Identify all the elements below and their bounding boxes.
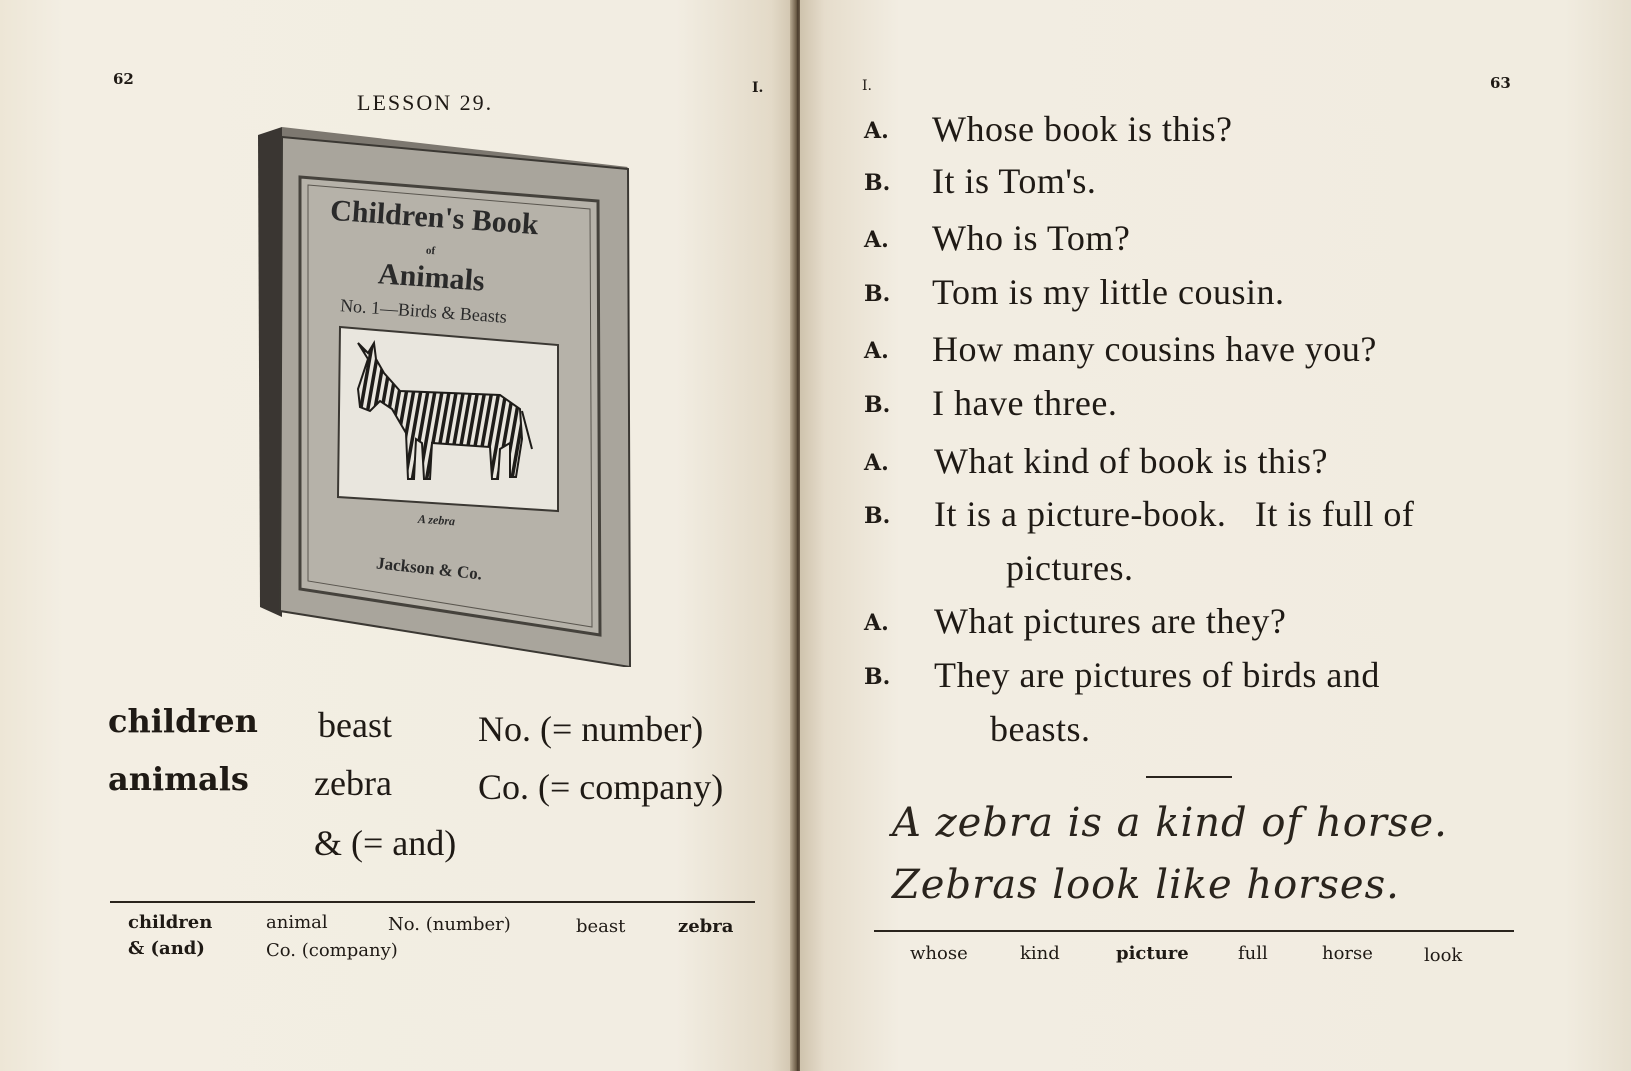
vocab-word: children bbox=[108, 702, 258, 740]
footer-word: look bbox=[1424, 945, 1463, 966]
footer-word: whose bbox=[910, 943, 968, 964]
cover-title-line3: No. 1—Birds & Beasts bbox=[339, 295, 508, 327]
cover-publisher: Jackson & Co. bbox=[375, 553, 484, 584]
vocab-word: No. (= number) bbox=[478, 709, 704, 749]
vocab-word: & (= and) bbox=[314, 823, 457, 863]
lesson-title: LESSON 29. bbox=[357, 90, 494, 115]
corner-mark-right: I. bbox=[862, 78, 872, 94]
footer-word: animal bbox=[266, 912, 328, 933]
vocab-word: Co. (= company) bbox=[478, 767, 724, 807]
dialogue-line: Whose book is this? bbox=[932, 109, 1233, 149]
speaker-label: A. bbox=[864, 450, 889, 476]
cover-title-of: of bbox=[425, 244, 436, 258]
speaker-label: B. bbox=[864, 392, 891, 418]
speaker-label: A. bbox=[864, 610, 889, 636]
page-number-left: 62 bbox=[113, 70, 134, 88]
speaker-label: B. bbox=[864, 664, 891, 690]
dialogue-continuation: beasts. bbox=[990, 709, 1091, 749]
vocab-word: beast bbox=[318, 705, 392, 745]
footer-word: zebra bbox=[678, 916, 734, 937]
cover-title-line2: Animals bbox=[377, 257, 486, 298]
footer-word: horse bbox=[1322, 943, 1373, 964]
footer-word: full bbox=[1238, 943, 1268, 964]
footer-word: No. (number) bbox=[388, 914, 511, 935]
cover-caption: A zebra bbox=[417, 511, 456, 529]
speaker-label: B. bbox=[864, 503, 891, 529]
cover-title-line1: Children's Book bbox=[329, 193, 540, 242]
speaker-label: A. bbox=[864, 227, 889, 253]
right-page bbox=[800, 0, 1631, 1071]
page-number-right: 63 bbox=[1490, 74, 1511, 92]
footer-word: picture bbox=[1116, 943, 1189, 964]
script-line: A zebra is a kind of horse. bbox=[892, 800, 1448, 846]
footer-word: beast bbox=[576, 916, 626, 937]
footer-word: kind bbox=[1020, 943, 1060, 964]
corner-mark-left: I. bbox=[752, 80, 764, 96]
footer-word: children bbox=[128, 912, 213, 933]
dialogue-line: What kind of book is this? bbox=[934, 441, 1328, 481]
speaker-label: B. bbox=[864, 170, 891, 196]
dialogue-line: Tom is my little cousin. bbox=[932, 272, 1285, 312]
dialogue-continuation: pictures. bbox=[1006, 548, 1134, 588]
left-page bbox=[0, 0, 795, 1071]
dialogue-line: It is a picture-book. It is full of bbox=[934, 494, 1415, 534]
speaker-label: A. bbox=[864, 118, 889, 144]
vocab-word: animals bbox=[108, 760, 249, 798]
footer-word: Co. (company) bbox=[266, 940, 398, 961]
dialogue-line: Who is Tom? bbox=[932, 218, 1131, 258]
dialogue-line: They are pictures of birds and bbox=[934, 655, 1380, 695]
dialogue-line: It is Tom's. bbox=[932, 161, 1097, 201]
vocab-word: zebra bbox=[314, 763, 392, 803]
dialogue-line: I have three. bbox=[932, 383, 1118, 423]
speaker-label: A. bbox=[864, 338, 889, 364]
footer-word: & (and) bbox=[128, 938, 205, 959]
dialogue-line: How many cousins have you? bbox=[932, 329, 1377, 369]
dialogue-line: What pictures are they? bbox=[934, 601, 1287, 641]
zebra-icon bbox=[350, 339, 550, 489]
speaker-label: B. bbox=[864, 281, 891, 307]
footer-rule-left bbox=[110, 901, 755, 903]
short-divider bbox=[1146, 776, 1232, 778]
script-line: Zebras look like horses. bbox=[892, 862, 1400, 908]
footer-rule-right bbox=[874, 930, 1514, 932]
book-illustration bbox=[258, 127, 631, 667]
